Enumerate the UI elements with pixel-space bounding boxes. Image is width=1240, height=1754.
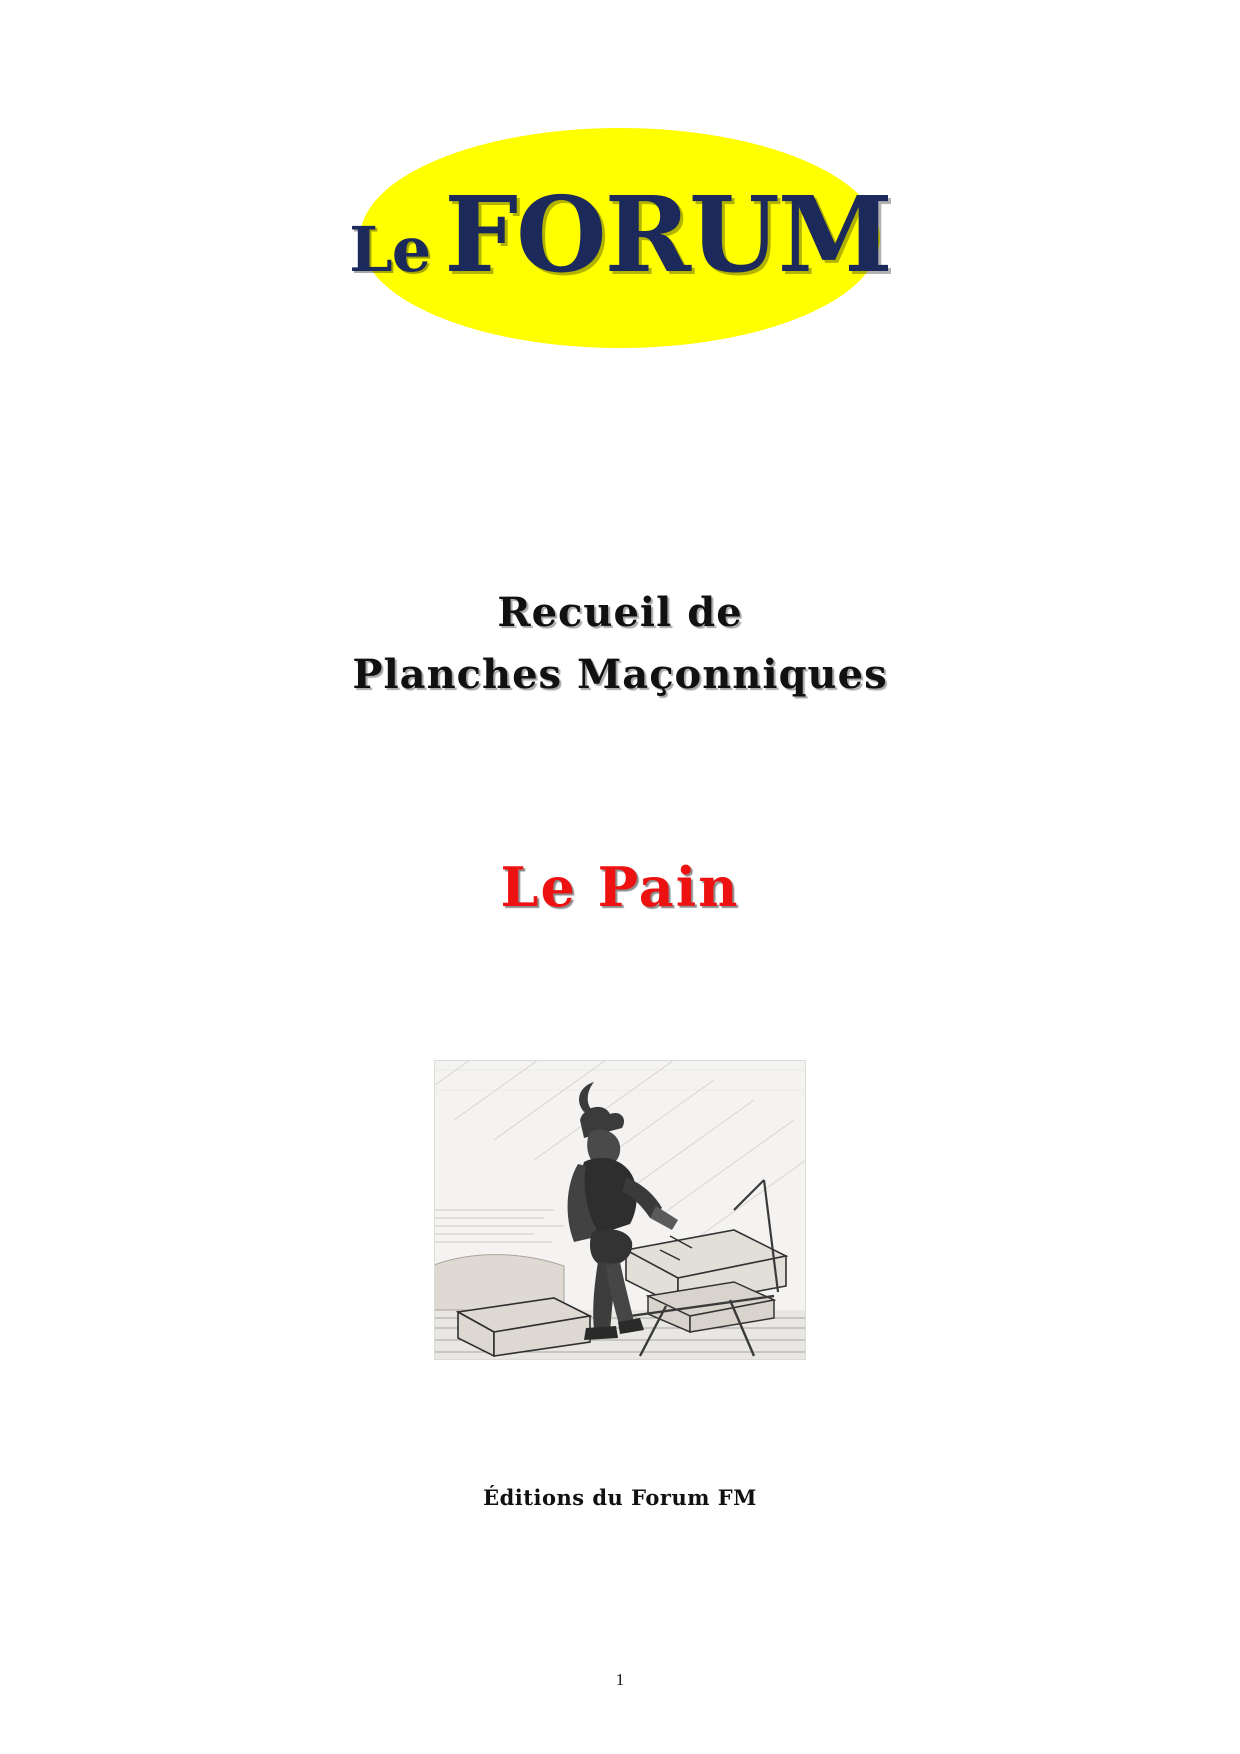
page-number: 1 — [615, 1670, 625, 1689]
logo-text — [349, 173, 891, 296]
series-title-line-1: Recueil de — [497, 589, 743, 636]
cover-illustration — [434, 1060, 806, 1360]
logo-ellipse — [349, 128, 891, 348]
page-title: Le Pain — [500, 855, 740, 919]
series-title — [0, 585, 1240, 703]
logo-word-le: Le — [349, 212, 431, 286]
publisher-name: Éditions du Forum FM — [483, 1485, 757, 1510]
series-title-line-2: Planches Maçonniques — [352, 651, 888, 698]
logo-block — [0, 128, 1240, 348]
logo-word-forum: FORUM — [444, 172, 891, 296]
